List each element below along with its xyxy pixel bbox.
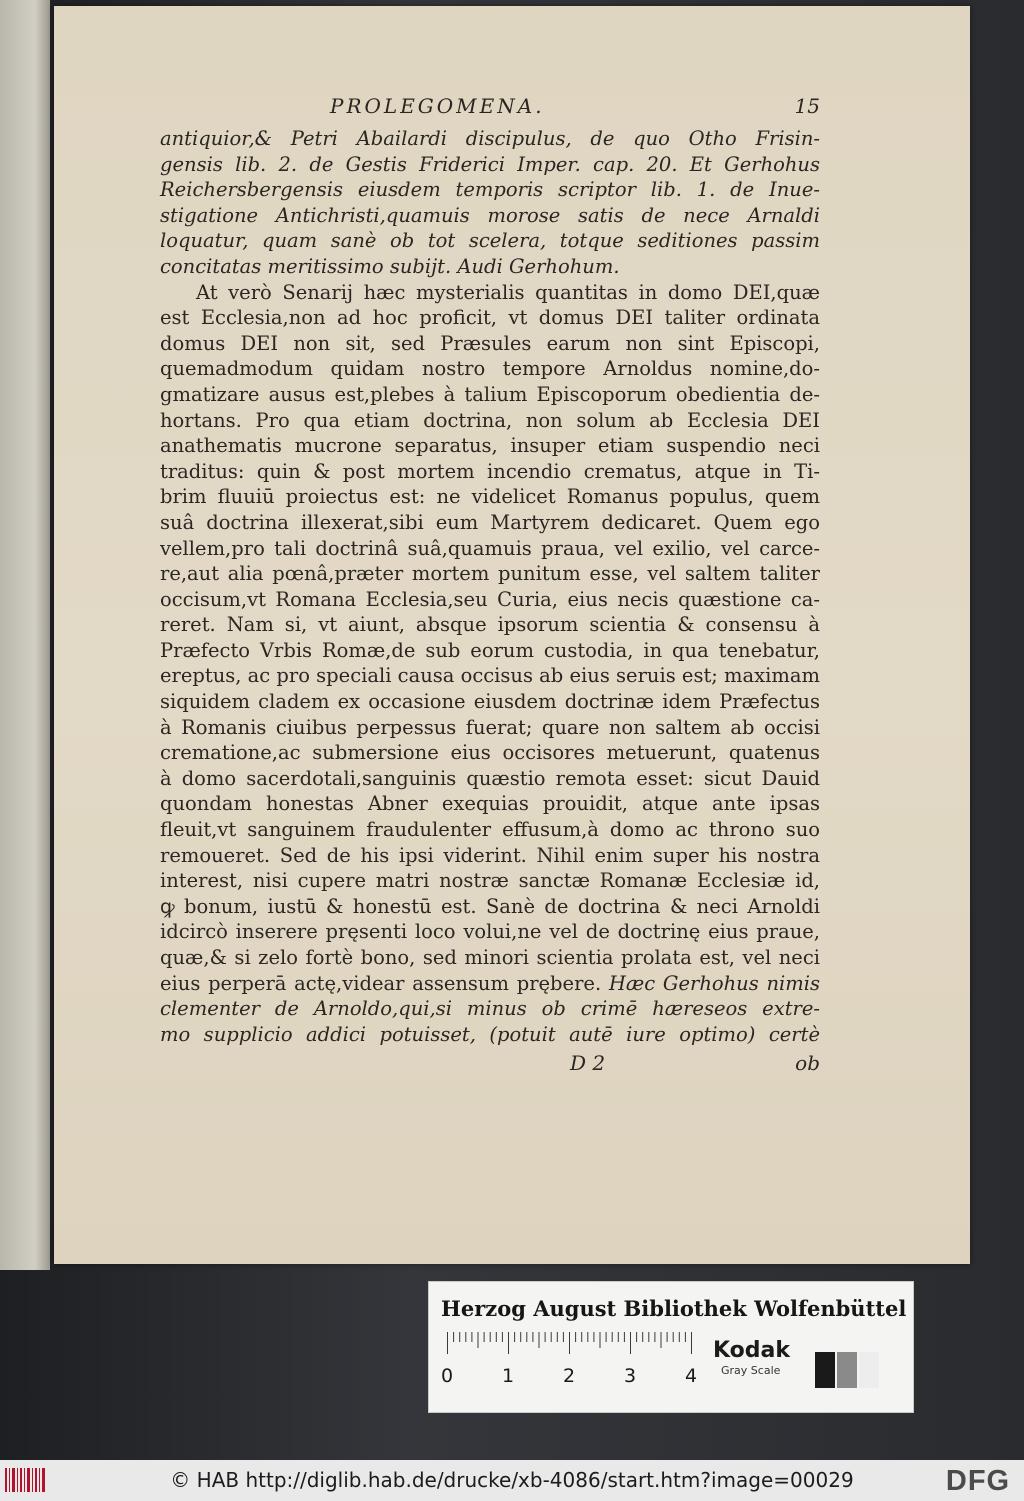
text-line-content: quemadmodum quidam nostro tempore Arnoldus nomine,do- <box>160 357 820 381</box>
text-line <box>160 945 820 971</box>
ruler-tick <box>606 1332 607 1342</box>
text-line <box>160 817 820 843</box>
text-line-content: gensis lib. 2. de Gestis Friderici Imper. cap. 20. Et Gerhohus <box>160 152 820 176</box>
text-line <box>160 280 820 306</box>
ruler-tick <box>600 1332 601 1348</box>
text-line-content: brim fluuiū proiectus est: ne videlicet Romanus populus, quem <box>160 485 820 509</box>
text-line <box>160 433 820 459</box>
previous-page-edge <box>0 0 50 1270</box>
text-line-content: occisum,vt Romana Ecclesia,seu Curia, eius necis quæstione ca- <box>160 587 820 611</box>
text-line-content: crematione,ac submersione eius occisores metuerunt, quatenus <box>160 741 820 765</box>
text-line-content: re,aut alia pœnâ,præter mortem punitum esse, vel saltem taliter <box>160 562 820 586</box>
ruler-tick <box>563 1332 564 1342</box>
ruler-tick <box>612 1332 613 1342</box>
ruler-tick <box>502 1332 503 1342</box>
text-line <box>160 254 820 280</box>
ruler-tick <box>691 1332 692 1354</box>
copyright-link[interactable]: © HAB http://diglib.hab.de/drucke/xb-4086/start.htm?image=00029 <box>170 1468 854 1492</box>
ruler-tick <box>587 1332 588 1342</box>
ruler-number: 2 <box>562 1365 576 1387</box>
ruler-tick <box>569 1332 570 1354</box>
kodak-logo: Kodak <box>713 1338 790 1363</box>
text-line <box>160 996 820 1022</box>
ruler-number: 1 <box>501 1365 515 1387</box>
text-line-content: mo supplicio addici potuisset, (potuit autē iure optimo) certè <box>160 1022 820 1046</box>
text-line <box>160 894 820 920</box>
svg-text:DFG: DFG <box>945 1465 1011 1496</box>
ruler-tick <box>514 1332 515 1342</box>
text-line-content: domus DEI non sit, sed Præsules earum non sint Episcopi, <box>160 331 820 355</box>
ruler-tick <box>484 1332 485 1342</box>
text-line <box>160 740 820 766</box>
text-line <box>160 177 820 203</box>
ruler-tick <box>624 1332 625 1342</box>
text-line-content: à Romanis ciuibus perpessus fuerat; quare non saltem ab occisi <box>160 715 820 739</box>
gray-swatch-mid <box>837 1352 857 1388</box>
ruler-number: 3 <box>623 1365 637 1387</box>
text-line-content: à domo sacerdotali,sanguinis quæstio remota esset: sicut Dauid <box>160 766 820 790</box>
text-line-italic-tail: Hæc Gerhohus nimis <box>608 971 820 995</box>
text-line-content: Reichersbergensis eiusdem temporis scriptor lib. 1. de Inue- <box>160 178 820 202</box>
color-calibration-card <box>428 1281 914 1413</box>
text-line <box>160 536 820 562</box>
page-footer <box>160 1051 820 1081</box>
text-line <box>160 382 820 408</box>
ruler-tick <box>618 1332 619 1342</box>
text-line-content: siquidem cladem ex occasione eiusdem doctrinæ idem Præfectus <box>160 690 820 714</box>
text-line-content: remoueret. Sed de his ipsi viderint. Nihil enim super his nostra <box>160 843 820 867</box>
page-header <box>160 94 820 126</box>
ruler-tick <box>496 1332 497 1342</box>
catchword: ob <box>795 1051 820 1076</box>
ruler-tick <box>447 1332 448 1354</box>
ruler-number: 0 <box>441 1365 454 1387</box>
text-line <box>160 663 820 689</box>
text-line-content: loquatur, quam sanè ob tot scelera, totque seditiones passim <box>160 229 820 253</box>
text-line <box>160 510 820 536</box>
text-line-content: clementer de Arnoldo,qui,si minus ob crimē hæreseos extre- <box>160 997 820 1021</box>
text-line <box>160 203 820 229</box>
text-line <box>160 587 820 613</box>
dfg-logo <box>938 1464 1018 1496</box>
ruler-tick <box>654 1332 655 1342</box>
ruler-tick <box>636 1332 637 1342</box>
text-line <box>160 612 820 638</box>
text-line <box>160 638 820 664</box>
text-line-content: est Ecclesia,non ad hoc proficit, vt domus DEI taliter ordinata <box>160 306 820 330</box>
body-text <box>160 126 820 1047</box>
text-line-content: At verò Senarij hæc mysterialis quantitas in domo DEI,quæ <box>196 280 820 304</box>
text-line-content: stigatione Antichristi,quamuis morose satis de nece Arnaldi <box>160 203 820 227</box>
text-line-content: idcircò inserere pręsenti loco volui,ne vel de doctrinę eius praue, <box>160 920 820 944</box>
ruler-number: 4 <box>684 1365 698 1387</box>
text-line <box>160 715 820 741</box>
text-line <box>160 484 820 510</box>
ruler-tick <box>465 1332 466 1342</box>
ruler-tick <box>673 1332 674 1342</box>
text-line-content: suâ doctrina illexerat,sibi eum Martyrem dedicaret. Quem ego <box>160 510 820 534</box>
text-line-content: gmatizare ausus est,plebes à talium Episcoporum obedientia de- <box>160 382 820 406</box>
text-line <box>160 791 820 817</box>
text-line <box>160 126 820 152</box>
text-line <box>160 331 820 357</box>
ruler-tick <box>593 1332 594 1342</box>
ruler-tick <box>642 1332 643 1342</box>
ruler-tick <box>490 1332 491 1342</box>
text-line <box>160 868 820 894</box>
text-line-content: interest, nisi cupere matri nostræ sanctæ Romanæ Ecclesiæ id, <box>160 869 820 893</box>
text-line-content: ꝙ bonum, iustū & honestū est. Sanè de doctrina & neci Arnoldi <box>160 894 820 918</box>
ruler-tick <box>545 1332 546 1342</box>
text-line-content: eius perperā actę,videar assensum prębere. <box>160 971 602 995</box>
text-line <box>160 228 820 254</box>
ruler-tick <box>648 1332 649 1342</box>
text-block <box>160 94 820 1081</box>
ruler-tick <box>551 1332 552 1342</box>
ruler-tick <box>453 1332 454 1342</box>
text-line-content: Præfecto Vrbis Romæ,de sub eorum custodia, in qua tenebatur, <box>160 638 820 662</box>
ruler-tick <box>471 1332 472 1342</box>
text-line <box>160 305 820 331</box>
ruler-tick <box>581 1332 582 1342</box>
text-line <box>160 919 820 945</box>
text-line <box>160 843 820 869</box>
ruler-tick <box>679 1332 680 1342</box>
text-line-content: anathematis mucrone separatus, insuper etiam suspendio neci <box>160 434 820 458</box>
gray-scale-label: Gray Scale <box>721 1364 781 1377</box>
text-line <box>160 971 820 997</box>
text-line <box>160 408 820 434</box>
running-head: PROLEGOMENA. <box>330 94 545 118</box>
ruler-tick <box>508 1332 509 1354</box>
text-line-content: vellem,pro tali doctrinâ suâ,quamuis praua, vel exilio, vel carce- <box>160 536 820 560</box>
text-line <box>160 356 820 382</box>
book-page <box>54 6 970 1264</box>
ruler-tick <box>557 1332 558 1342</box>
ruler-tick <box>661 1332 662 1348</box>
text-line-content: antiquior,& Petri Abailardi discipulus, de quo Otho Frisin- <box>160 127 820 150</box>
ruler-tick <box>459 1332 460 1342</box>
text-line-content: concitatas meritissimo subijt. Audi Gerhohum. <box>160 254 620 278</box>
viewer-footer <box>0 1460 1024 1501</box>
library-name: Herzog August Bibliothek Wolfenbüttel <box>441 1296 907 1321</box>
text-line-content: reret. Nam si, vt aiunt, absque ipsorum scientia & consensu à <box>160 613 820 637</box>
text-line-content: traditus: quin & post mortem incendio crematus, atque in Ti- <box>160 459 820 483</box>
ruler-tick <box>575 1332 576 1342</box>
text-line <box>160 766 820 792</box>
page-number: 15 <box>794 94 820 118</box>
ruler-tick <box>667 1332 668 1342</box>
ruler-tick <box>526 1332 527 1342</box>
ruler-tick <box>685 1332 686 1342</box>
ruler-tick <box>532 1332 533 1342</box>
text-line <box>160 1022 820 1048</box>
text-line <box>160 459 820 485</box>
text-line-content: quondam honestas Abner exequias prouidit, atque ante ipsas <box>160 792 820 816</box>
gray-swatch-light <box>859 1352 879 1388</box>
measurement-ruler <box>441 1332 701 1392</box>
text-line <box>160 152 820 178</box>
signature-mark: D 2 <box>570 1051 606 1076</box>
text-line <box>160 689 820 715</box>
ruler-tick <box>539 1332 540 1348</box>
text-line-content: quæ,& si zelo fortè bono, sed minori scientia prolata est, vel neci <box>160 946 820 969</box>
text-line <box>160 561 820 587</box>
ruler-tick <box>520 1332 521 1342</box>
gray-swatch-dark <box>815 1352 835 1388</box>
text-line-content: fleuit,vt sanguinem fraudulenter effusum,à domo ac throno suo <box>160 818 820 842</box>
ruler-tick <box>478 1332 479 1348</box>
text-line-content: hortans. Pro qua etiam doctrina, non solum ab Ecclesia DEI <box>160 408 820 432</box>
ruler-tick <box>630 1332 631 1354</box>
text-line-content: ereptus, ac pro speciali causa occisus ab eius seruis est; maximam <box>160 664 821 688</box>
